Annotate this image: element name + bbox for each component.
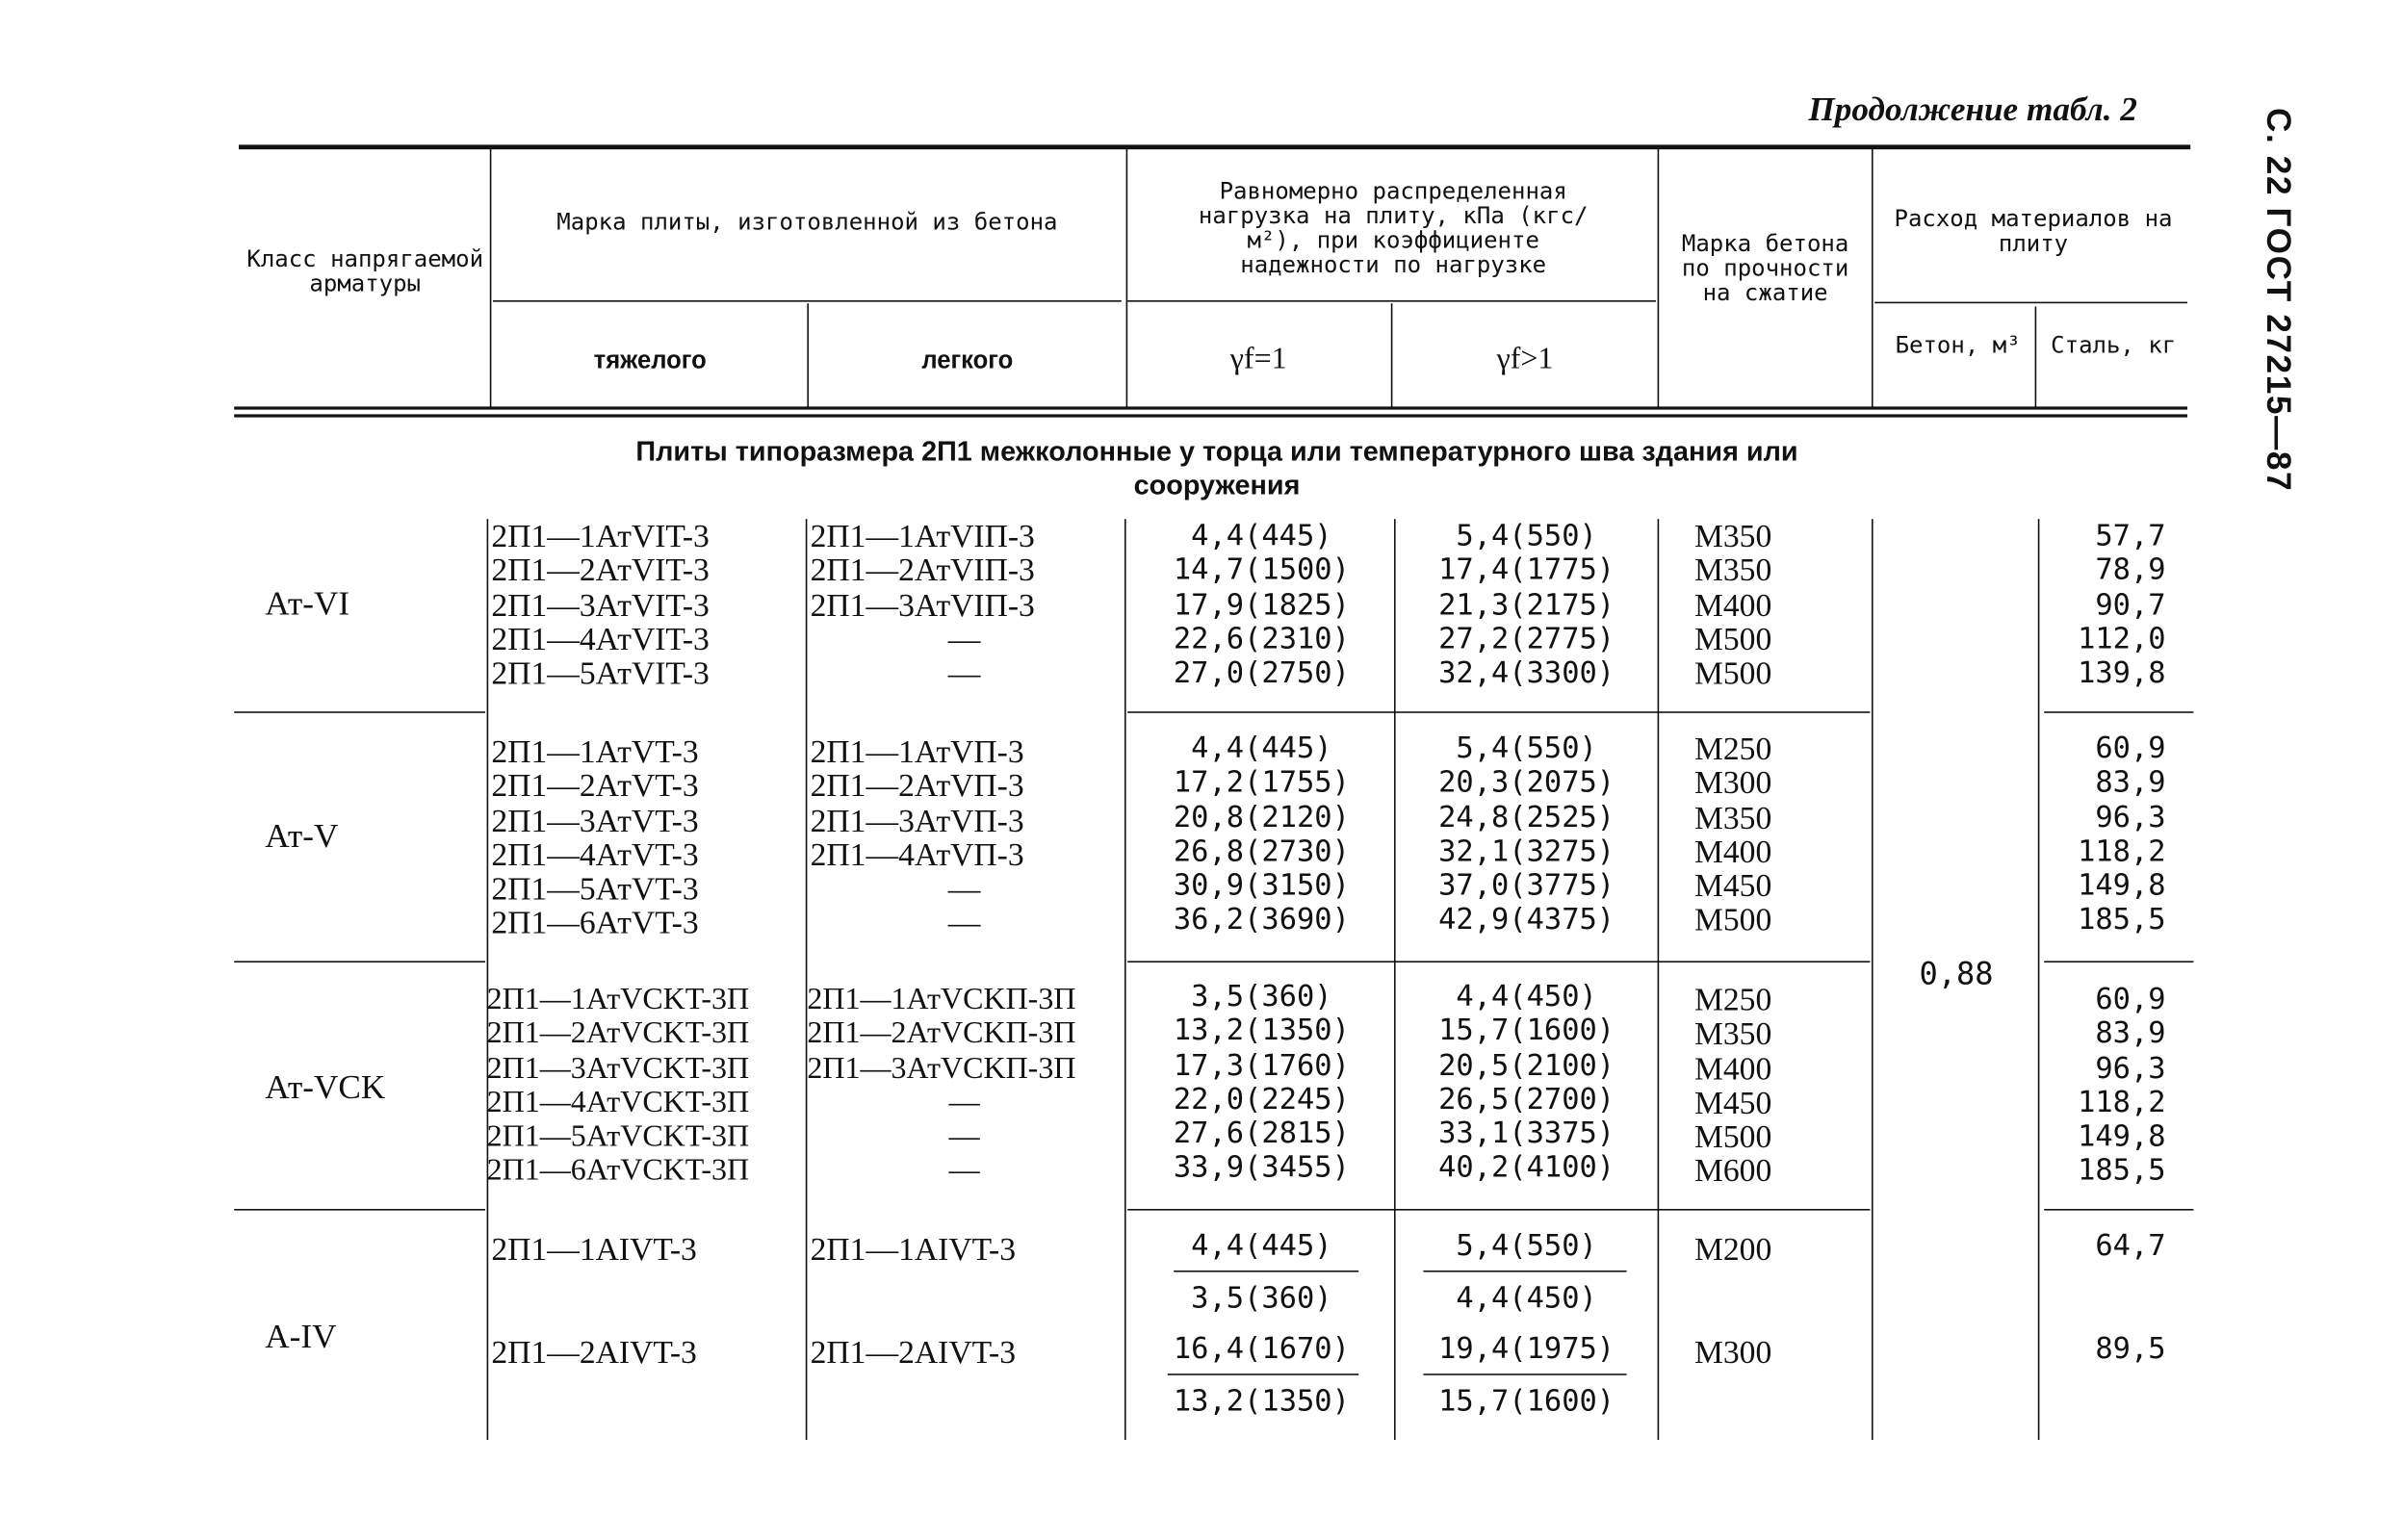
load-value: 22,6(2310) <box>1173 622 1350 656</box>
load-value: 27,2(2775) <box>1438 622 1615 656</box>
load-value-top: 5,4(550) <box>1456 1228 1597 1263</box>
group-separator <box>2044 1209 2193 1211</box>
steel-value: 96,3 <box>2095 800 2166 834</box>
concrete-grade: М400 <box>1694 833 1772 870</box>
mark-heavy: 2П1—3АтVT-3 <box>491 801 699 839</box>
steel-value: 83,9 <box>2095 1016 2166 1051</box>
concrete-grade: М500 <box>1694 654 1772 692</box>
steel-list <box>2043 983 2166 1189</box>
steel-value: 57,7 <box>2095 519 2166 553</box>
mark-light: 2П1—1AIVT-3 <box>810 1230 1017 1268</box>
mark-light: 2П1—1АтVП-3 <box>810 732 1024 770</box>
mark-heavy: 2П1—3АтVIT-3 <box>491 585 710 624</box>
steel-list <box>2043 519 2166 690</box>
section-title: Плиты типоразмера 2П1 межколонные у торца или температурного шва здания или сооружения <box>635 435 1798 500</box>
mark-light: — <box>947 904 981 942</box>
load-value-top: 19,4(1975) <box>1438 1332 1615 1367</box>
mark-light: 2П1—2АтVIП-3 <box>810 552 1035 589</box>
load-value: 26,5(2700) <box>1438 1082 1615 1116</box>
fraction-bar <box>1423 1373 1626 1375</box>
load-value: 4,4(445) <box>1191 732 1332 766</box>
mark-light: 2П1—1АтVCKП-3П <box>807 982 1076 1016</box>
steel-value: 96,3 <box>2095 1051 2166 1086</box>
header-top-rule <box>239 144 2190 149</box>
load-value: 13,2(1350) <box>1173 1014 1350 1048</box>
mark-heavy: 2П1—4АтVT-3 <box>491 835 699 874</box>
load-value: 22,0(2245) <box>1173 1082 1350 1116</box>
header-col-divider <box>1391 303 1393 408</box>
mark-light-list <box>811 734 1119 940</box>
concrete-consumption-value: 0,88 <box>1919 955 1994 992</box>
steel-value: 89,5 <box>2095 1332 2166 1367</box>
header-concrete-grade: Марка бетона по прочности на сжатие <box>1681 229 1849 307</box>
mark-light-list <box>811 519 1119 690</box>
load-gf1-list <box>1134 519 1390 690</box>
header-load-group: Равномерно распределенная нагрузка на плиту, кПа (кгс/м²), при коэффициенте надежности по нагрузке <box>1198 177 1589 279</box>
load-value: 4,4(450) <box>1456 979 1597 1014</box>
class-name: А-IV <box>265 1317 337 1355</box>
mark-heavy: 2П1—1АтVT-3 <box>491 732 699 770</box>
load-value: 20,8(2120) <box>1173 800 1350 834</box>
load-value: 17,9(1825) <box>1173 587 1350 622</box>
load-value: 30,9(3150) <box>1173 868 1350 903</box>
header-load-split-rule <box>1127 300 1656 302</box>
mark-light: — <box>948 1119 980 1154</box>
mark-light: — <box>947 654 981 692</box>
mark-heavy-list <box>491 519 709 690</box>
load-value: 21,3(2175) <box>1438 587 1615 622</box>
load-value: 20,3(2075) <box>1438 765 1615 800</box>
steel-value: 185,5 <box>2078 1154 2166 1189</box>
load-value: 27,0(2750) <box>1173 655 1350 691</box>
fraction-bar <box>1168 1373 1358 1375</box>
header-col-divider <box>1126 148 1128 408</box>
mark-light: 2П1—4АтVП-3 <box>810 835 1024 874</box>
header-load-gf1: γf=1 <box>1229 342 1287 376</box>
header-load-gf-gt1: γf>1 <box>1496 342 1554 376</box>
fraction-bar <box>1174 1270 1358 1272</box>
load-value-top: 4,4(445) <box>1191 1228 1332 1263</box>
load-value-bottom: 3,5(360) <box>1191 1281 1332 1316</box>
group-separator <box>1127 1209 1870 1211</box>
steel-value: 149,8 <box>2078 1119 2166 1154</box>
load-gf1-list <box>1134 980 1390 1186</box>
grade-list <box>1694 519 1771 690</box>
load-value: 5,4(550) <box>1456 519 1597 553</box>
load-value: 32,1(3275) <box>1438 834 1615 869</box>
load-value: 33,1(3375) <box>1438 1116 1615 1151</box>
concrete-grade: М350 <box>1694 517 1772 554</box>
load-value: 17,3(1760) <box>1173 1047 1350 1083</box>
mark-heavy: 2П1—1AIVT-3 <box>491 1230 697 1268</box>
mark-heavy: 2П1—1АтVIT-3 <box>491 517 710 554</box>
mark-heavy: 2П1—2AIVT-3 <box>491 1333 697 1371</box>
concrete-grade: М300 <box>1694 1333 1772 1371</box>
mark-heavy-list <box>491 734 698 940</box>
concrete-grade: М350 <box>1694 552 1772 589</box>
mark-light: 2П1—3АтVIП-3 <box>810 585 1035 624</box>
steel-value: 60,9 <box>2095 982 2166 1016</box>
continuation-title: Продолжение табл. 2 <box>1808 89 2137 128</box>
concrete-grade: М400 <box>1694 585 1772 624</box>
body-col-divider <box>1872 519 1873 1440</box>
mark-light: 2П1—2АтVП-3 <box>810 767 1024 805</box>
load-gf-gt1-list <box>1399 732 1655 937</box>
body-col-divider <box>487 519 489 1440</box>
class-name: Ат-V <box>265 816 339 855</box>
steel-value: 118,2 <box>2078 1085 2166 1120</box>
header-col-divider <box>1658 148 1660 408</box>
steel-value: 118,2 <box>2078 834 2166 869</box>
mark-light-list <box>807 983 1121 1189</box>
steel-value: 60,9 <box>2095 732 2166 766</box>
header-col-divider <box>807 303 809 408</box>
load-value: 17,4(1775) <box>1438 552 1615 588</box>
header-col-divider <box>2035 306 2037 408</box>
class-name: Ат-VI <box>265 583 350 623</box>
header-materials-group: Расход материалов на плиту <box>1894 204 2173 258</box>
mark-light: — <box>947 870 981 908</box>
load-value-bottom: 15,7(1600) <box>1438 1384 1615 1419</box>
load-value: 14,7(1500) <box>1173 552 1350 588</box>
grade-list <box>1694 732 1771 937</box>
load-value-bottom: 4,4(450) <box>1456 1281 1597 1316</box>
concrete-grade: М350 <box>1694 1014 1772 1053</box>
fraction-bar <box>1423 1270 1626 1272</box>
concrete-grade: М450 <box>1694 867 1772 905</box>
load-value: 36,2(3690) <box>1173 903 1350 937</box>
steel-list <box>2043 732 2166 937</box>
mark-heavy: 2П1—6АтVT-3 <box>491 904 699 942</box>
mark-heavy: 2П1—5АтVCKT-3П <box>486 1119 750 1154</box>
mark-heavy: 2П1—2АтVCKT-3П <box>486 1016 750 1051</box>
load-value: 20,5(2100) <box>1438 1047 1615 1083</box>
mark-light: 2П1—1АтVIП-3 <box>810 517 1035 554</box>
concrete-grade: М500 <box>1694 620 1772 658</box>
header-steel-kg: Сталь, кг <box>2051 331 2177 359</box>
load-value: 40,2(4100) <box>1438 1150 1615 1186</box>
header-mark-light: легкого <box>921 347 1014 374</box>
concrete-grade: М300 <box>1694 764 1772 802</box>
load-value-top: 16,4(1670) <box>1173 1332 1350 1367</box>
load-value: 37,0(3775) <box>1438 868 1615 903</box>
mark-heavy: 2П1—5АтVIT-3 <box>491 654 710 692</box>
load-value: 5,4(550) <box>1456 732 1597 766</box>
load-value: 3,5(360) <box>1191 979 1332 1014</box>
concrete-grade: М250 <box>1694 981 1772 1018</box>
concrete-grade: М500 <box>1694 901 1772 939</box>
steel-value: 139,8 <box>2078 655 2166 691</box>
group-separator <box>2044 711 2193 713</box>
mark-light: — <box>948 1154 980 1189</box>
concrete-grade: М500 <box>1694 1117 1772 1156</box>
load-value: 17,2(1755) <box>1173 765 1350 800</box>
body-col-divider <box>1394 519 1396 1440</box>
load-value: 26,8(2730) <box>1173 834 1350 869</box>
header-col-divider <box>490 148 492 408</box>
side-page-label: С. 22 ГОСТ 27215—87 <box>2260 108 2299 493</box>
concrete-grade: М200 <box>1694 1230 1772 1268</box>
load-value: 27,6(2815) <box>1173 1116 1350 1151</box>
steel-value: 185,5 <box>2078 903 2166 937</box>
mark-heavy: 2П1—3АтVCKT-3П <box>486 1051 750 1086</box>
load-value-bottom: 13,2(1350) <box>1173 1384 1350 1419</box>
load-value: 4,4(445) <box>1191 519 1332 553</box>
mark-heavy-list <box>487 983 750 1189</box>
body-col-divider <box>2038 519 2040 1440</box>
mark-light: 2П1—3АтVCKП-3П <box>807 1051 1076 1086</box>
header-materials-split-rule <box>1874 302 2187 304</box>
load-value: 15,7(1600) <box>1438 1014 1615 1048</box>
group-separator <box>234 1209 485 1211</box>
mark-heavy: 2П1—4АтVCKT-3П <box>486 1085 750 1120</box>
header-mark-split-rule <box>493 300 1122 302</box>
body-col-divider <box>1658 519 1660 1440</box>
load-gf1-list <box>1134 732 1390 937</box>
concrete-grade: М450 <box>1694 1084 1772 1121</box>
mark-heavy: 2П1—4АтVIT-3 <box>491 620 710 658</box>
mark-heavy: 2П1—5АтVT-3 <box>491 870 699 908</box>
concrete-grade: М250 <box>1694 730 1772 767</box>
body-col-divider <box>806 519 808 1440</box>
group-separator <box>234 711 485 713</box>
group-separator <box>234 961 485 962</box>
steel-value: 112,0 <box>2078 622 2166 656</box>
load-value: 32,4(3300) <box>1438 655 1615 691</box>
load-gf-gt1-list <box>1399 980 1655 1186</box>
load-value: 33,9(3455) <box>1173 1150 1350 1186</box>
load-value: 24,8(2525) <box>1438 800 1615 834</box>
class-name: Ат-VCK <box>265 1066 386 1106</box>
header-bottom-rule-1 <box>234 406 2187 409</box>
group-separator <box>1127 961 1870 962</box>
header-class-column: Класс напрягаемой арматуры <box>246 244 484 297</box>
header-mark-group: Марка плиты, изготовленной из бетона <box>556 208 1058 236</box>
header-concrete-m3: Бетон, м³ <box>1895 331 2021 359</box>
group-separator <box>1127 711 1870 713</box>
mark-heavy: 2П1—2АтVT-3 <box>491 767 699 805</box>
mark-heavy: 2П1—1АтVCKT-3П <box>486 982 750 1016</box>
mark-heavy: 2П1—2АтVIT-3 <box>491 552 710 589</box>
mark-light: 2П1—2AIVT-3 <box>810 1333 1017 1371</box>
mark-light: — <box>948 1085 980 1120</box>
load-value: 42,9(4375) <box>1438 903 1615 937</box>
concrete-grade: М600 <box>1694 1152 1772 1190</box>
mark-light: 2П1—3АтVП-3 <box>810 801 1024 839</box>
steel-value: 83,9 <box>2095 765 2166 800</box>
grade-list <box>1694 983 1771 1189</box>
header-bottom-rule-2 <box>234 414 2187 417</box>
mark-light: — <box>947 620 981 658</box>
steel-value: 78,9 <box>2095 552 2166 588</box>
steel-value: 149,8 <box>2078 868 2166 903</box>
concrete-grade: М400 <box>1694 1049 1772 1087</box>
group-separator <box>2044 961 2193 962</box>
mark-light: 2П1—2АтVCKП-3П <box>807 1016 1076 1051</box>
steel-value: 64,7 <box>2095 1228 2166 1263</box>
concrete-grade: М350 <box>1694 798 1772 836</box>
header-col-divider <box>1872 148 1873 408</box>
mark-heavy: 2П1—6АтVCKT-3П <box>486 1154 750 1189</box>
load-gf-gt1-list <box>1399 519 1655 690</box>
steel-value: 90,7 <box>2095 587 2166 622</box>
body-col-divider <box>1124 519 1126 1440</box>
header-mark-heavy: тяжелого <box>593 347 707 374</box>
